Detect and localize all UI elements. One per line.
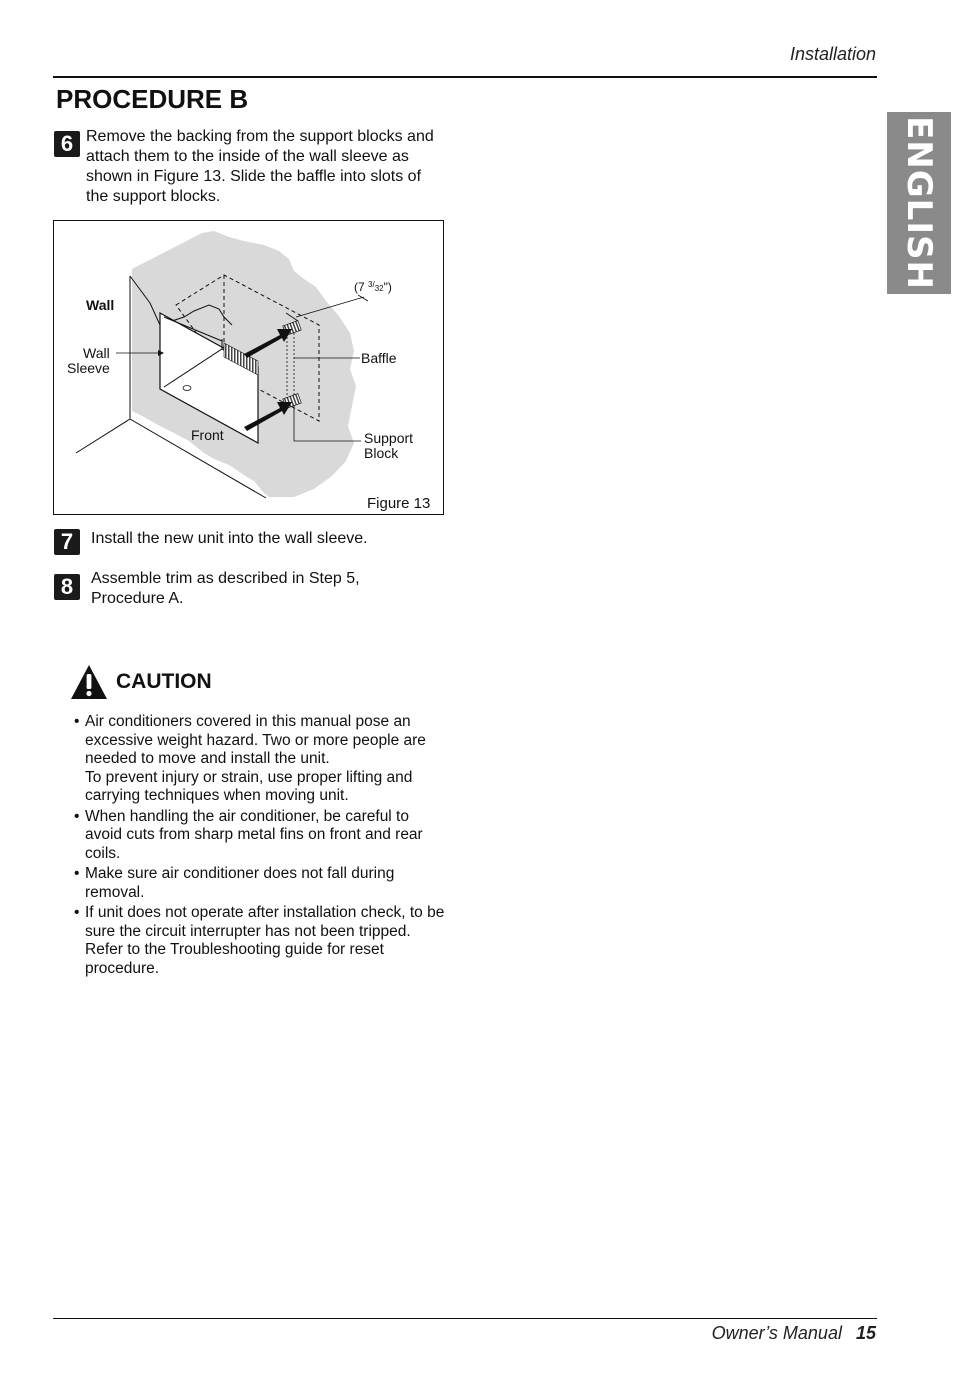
figure-caption: Figure 13 [367,495,431,512]
step-7-text: Install the new unit into the wall sleeve. [91,530,368,547]
caution-label: CAUTION [116,670,212,693]
language-tab-label: ENGLISH [899,116,940,290]
caution-item-extra: To prevent injury or strain, use proper lifting and carrying techniques when moving unit. [85,768,413,804]
warning-icon [70,664,108,700]
step-6-text: Remove the backing from the support blocks and attach them to the inside of the wall sleeve as shown in Figure 13. Slide the baffle into slots of the support blocks. [86,128,434,205]
caution-item [74,713,446,806]
caution-item [74,808,446,864]
caution-list [74,713,446,980]
language-tab [887,112,951,294]
label-dimension: (7 $^3/_{32}$") [354,280,392,294]
caution-item-text: • Air conditioners covered in this manual pose an excessive weight hazard. Two or more people are needed to move and install the unit. [85,713,426,767]
header-rule [53,76,877,78]
page-number: 15 [855,1323,876,1343]
caution-item [74,904,446,978]
page-title: PROCEDURE B [56,84,249,114]
footer-manual: Owner’s Manual [711,1323,842,1343]
label-wall-sleeve-1: Wall [83,345,110,361]
label-wall: Wall [86,297,115,313]
step-8-text: Assemble trim as described in Step 5, Procedure A. [91,570,360,607]
section-name: Installation [789,44,876,64]
label-support-1: Support [364,430,414,446]
caution-item-text: • Make sure air conditioner does not fall during removal. [85,865,395,901]
caution-heading [70,664,212,700]
label-baffle: Baffle [361,350,397,366]
footer [712,1323,876,1344]
label-front: Front [191,427,224,443]
label-wall-sleeve-2: Sleeve [67,360,110,376]
caution-item-text: • If unit does not operate after installation check, to be sure the circuit interrupter has not been tripped. Refer to the Troubleshooting guide for reset procedure. [85,904,445,977]
step-6-badge: 6 [54,131,80,157]
step-8-badge: 8 [54,574,80,600]
footer-rule [53,1318,877,1319]
wall-sleeve-diagram [54,221,443,514]
label-support-2: Block [364,445,399,461]
step-7-badge: 7 [54,529,80,555]
figure-13 [53,220,444,515]
caution-item [74,865,446,902]
caution-item-text: • When handling the air conditioner, be careful to avoid cuts from sharp metal fins on front and rear coils. [85,807,423,862]
